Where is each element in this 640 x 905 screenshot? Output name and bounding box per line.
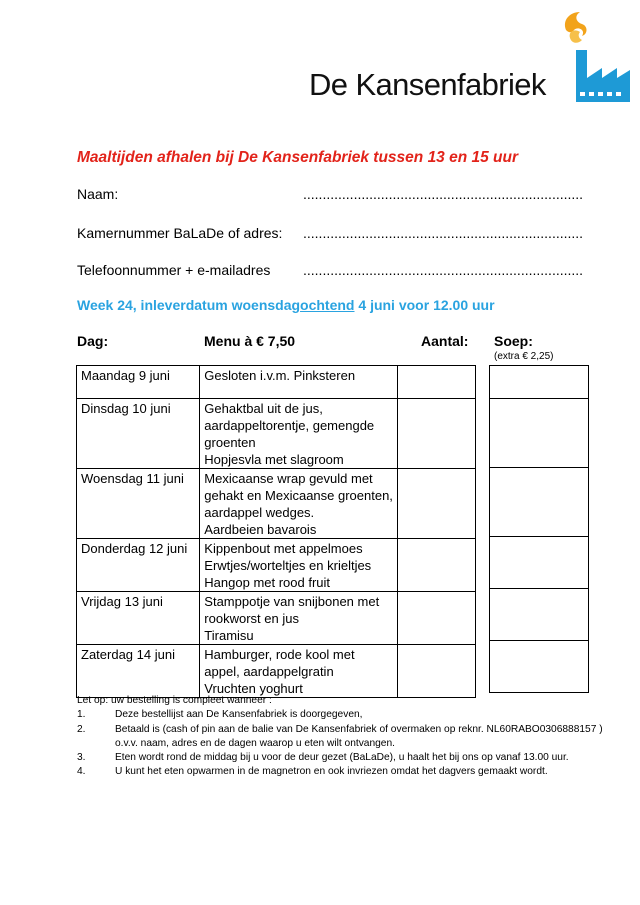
day-cell: Maandag 9 juni [77,366,200,399]
list-number: 3. [77,752,86,764]
brand-name: De Kansenfabriek [309,67,546,102]
list-number: 1. [77,709,86,721]
week-prefix: Week 24, inleverdatum woensdag [77,297,301,313]
day-cell: Vrijdag 13 juni [77,592,200,645]
menu-table [76,365,476,698]
contact-label: Telefoonnummer + e-mailadres [77,262,271,278]
list-item [77,708,615,722]
menu-line: Hamburger, rode kool met [204,647,355,662]
address-field[interactable]: ........................................................................ [303,225,584,241]
menu-line: aardappeltorentje, gemengde [204,418,375,433]
menu-line: aardappel wedges. [204,505,315,520]
contact-field[interactable]: ........................................................................ [303,262,584,278]
menu-line: Kippenbout met appelmoes [204,541,363,556]
header-day: Dag: [77,333,109,349]
menu-line: Stamppotje van snijbonen met [204,594,380,609]
table-row [77,366,476,399]
menu-line: Erwtjes/worteltjes en krieltjes [204,558,372,573]
menu-line: rookworst en jus [204,611,299,626]
week-suffix: 4 juni voor 12.00 uur [354,297,495,313]
menu-line: Gesloten i.v.m. Pinksteren [204,368,356,383]
name-label: Naam: [77,186,119,202]
list-item [77,723,615,752]
week-deadline [77,297,495,313]
header-amount: Aantal: [421,333,469,349]
menu-line: Tiramisu [204,628,254,643]
list-text: Deze bestellijst aan De Kansenfabriek is doorgegeven, [115,709,363,721]
menu-line: Hangop met rood fruit [204,575,331,590]
address-label: Kamernummer BaLaDe of adres: [77,225,283,241]
menu-line: Gehaktbal uit de jus, [204,401,323,416]
header-menu: Menu à € 7,50 [204,333,296,349]
name-field[interactable]: ........................................................................ [303,186,584,202]
soup-input[interactable] [490,399,589,468]
header-soup: Soep: [494,333,533,349]
day-cell: Zaterdag 14 juni [77,645,200,698]
amount-input[interactable] [397,469,475,539]
amount-input[interactable] [397,592,475,645]
amount-input[interactable] [397,539,475,592]
table-row [77,592,476,645]
menu-cell [200,645,398,698]
table-row [77,399,476,469]
day-cell: Donderdag 12 juni [77,539,200,592]
menu-cell [200,469,398,539]
amount-input[interactable] [397,399,475,469]
amount-input[interactable] [397,366,475,399]
factory-logo-icon [556,8,634,104]
list-text: Eten wordt rond de middag bij u voor de deur gezet (BaLaDe), u haalt het bij ons op vanaf 13.00 uur. [115,752,569,764]
amount-input[interactable] [397,645,475,698]
table-row [77,539,476,592]
list-text: Betaald is (cash of pin aan de balie van De Kansenfabriek of overmaken op reknr. NL60RABO0306888157 ) o.v.v. naam, adres en de dagen waarop u eten wilt ontvangen. [115,723,603,749]
soup-input[interactable] [490,366,589,399]
table-row [77,469,476,539]
day-cell: Dinsdag 10 juni [77,399,200,469]
soup-input[interactable] [490,468,589,537]
soup-input[interactable] [490,537,589,589]
menu-line: gehakt en Mexicaanse groenten, [204,488,393,503]
list-item [77,765,615,779]
soup-table [489,365,589,693]
page-title: Maaltijden afhalen bij De Kansenfabriek tussen 13 en 15 uur [77,149,519,166]
notes-intro: Let op: uw bestelling is compleet wanneer : [77,695,272,706]
table-row [77,645,476,698]
menu-cell [200,539,398,592]
week-underlined: ochtend [300,297,355,313]
list-item [77,751,615,765]
list-text: U kunt het eten opwarmen in de magnetron en ook invriezen omdat het dagvers gemaakt wordt. [115,766,548,778]
menu-line: Mexicaanse wrap gevuld met [204,471,373,486]
soup-price-note: (extra € 2,25) [494,351,554,362]
menu-line: Vruchten yoghurt [204,681,303,696]
menu-cell [200,366,398,399]
soup-input[interactable] [490,641,589,693]
menu-cell [200,592,398,645]
menu-line: Hopjesvla met slagroom [204,452,344,467]
menu-line: groenten [204,435,256,450]
soup-input[interactable] [490,589,589,641]
menu-line: appel, aardappelgratin [204,664,334,679]
day-cell: Woensdag 11 juni [77,469,200,539]
list-number: 2. [77,723,86,735]
menu-line: Aardbeien bavarois [204,522,317,537]
menu-cell [200,399,398,469]
list-number: 4. [77,766,86,778]
notes-list [77,708,615,779]
order-notes [77,694,615,780]
